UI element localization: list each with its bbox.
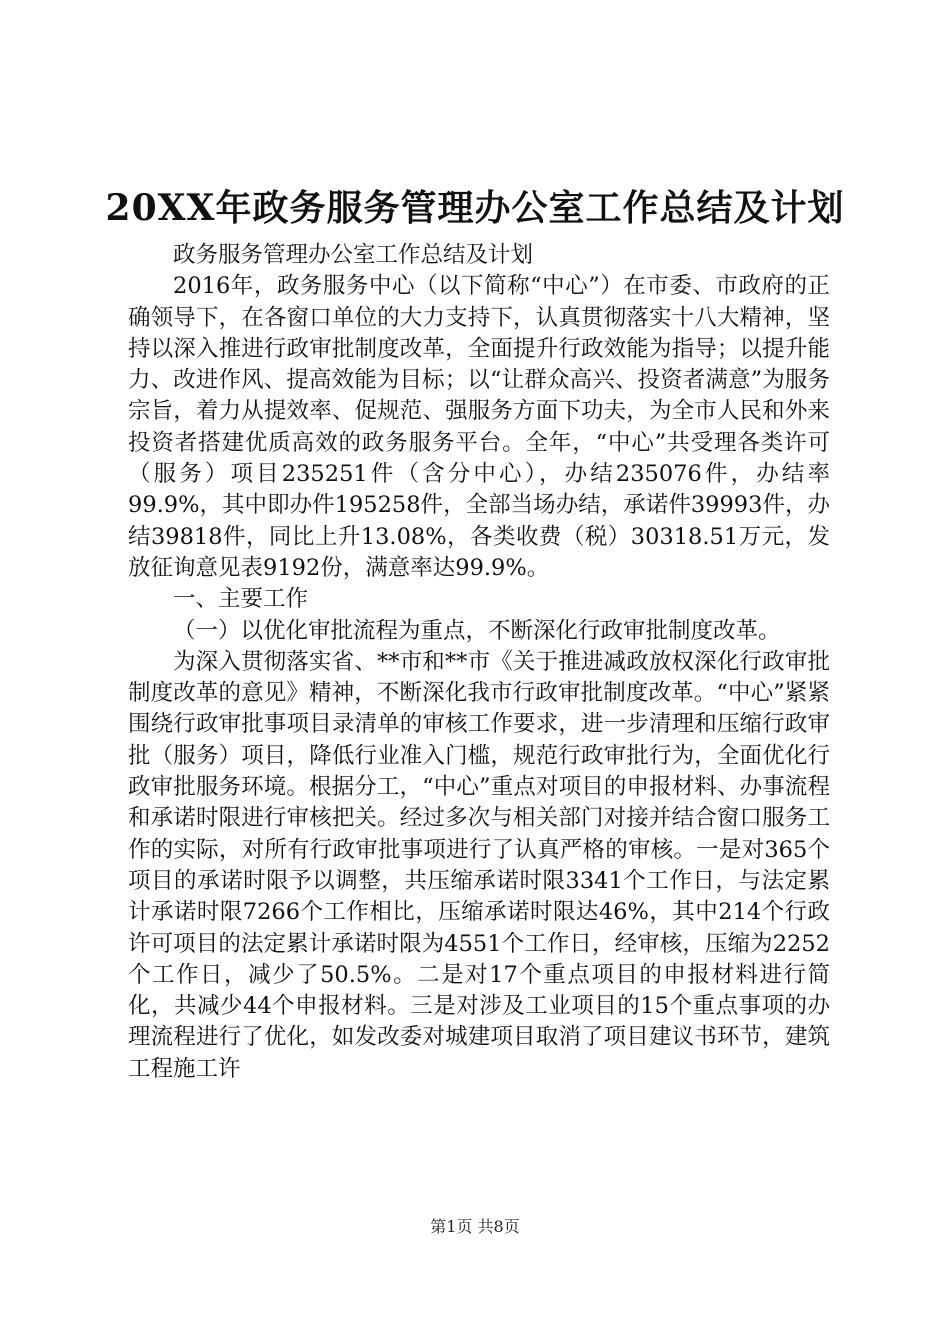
document-title: 20XX年政务服务管理办公室工作总结及计划 <box>105 187 845 229</box>
section-heading: 一、主要工作 <box>173 586 309 613</box>
subsection-heading: （一）以优化审批流程为重点，不断深化行政审批制度改革。 <box>173 617 781 644</box>
page-number-footer: 第1页 共8页 <box>430 1217 520 1236</box>
summary-paragraph: 2016年，政务服务中心（以下简称“中心”）在市委、市政府的正确领导下，在各窗口单位的大力支持下，认真贯彻落实十八大精神，坚持以深入推进行政审批制度改革，全面提升行政效能为指导；以提升能力、改进作风、提高效能为目标；以“让群众高兴、投资者满意”为服务宗旨，着力从提效率、促规范、强服务方面下功夫，为全市人民和外来投资者搭建优质高效的政务服务平台。全年，“中心”共受理各类许可（服务）项目235251件（含分中心），办结235076件，办结率99.9%，其中即办件195258件，全部当场办结，承诺件39993件，办结39818件，同比上升13.08%，各类收费（税）30318.51万元，发放征询意见表9192份，满意率达99.9%。 <box>128 273 830 581</box>
body-paragraph: 为深入贯彻落实省、**市和**市《关于推进减政放权深化行政审批制度改革的意见》精神，不断深化我市行政审批制度改革。“中心”紧紧围绕行政审批事项目录清单的审核工作要求，进一步清理和压缩行政审批（服务）项目，降低行业准入门槛，规范行政审批行为，全面优化行政审批服务环境。根据分工，“中心”重点对项目的申报材料、办事流程和承诺时限进行审核把关。经过多次与相关部门对接并结合窗口服务工作的实际，对所有行政审批事项进行了认真严格的审核。一是对365个项目的承诺时限予以调整，共压缩承诺时限3341个工作日，与法定累计承诺时限7266个工作相比，压缩承诺时限达46%，其中214个行政许可项目的法定累计承诺时限为4551个工作日，经审核，压缩为2252个工作日，减少了50.5%。二是对17个重点项目的申报材料进行简化，共减少44个申报材料。三是对涉及工业项目的15个重点事项的办理流程进行了优化，如发改委对城建项目取消了项目建议书环节，建筑工程施工许 <box>128 648 830 1082</box>
subtitle-paragraph: 政务服务管理办公室工作总结及计划 <box>173 242 534 268</box>
document-body <box>128 240 830 1085</box>
